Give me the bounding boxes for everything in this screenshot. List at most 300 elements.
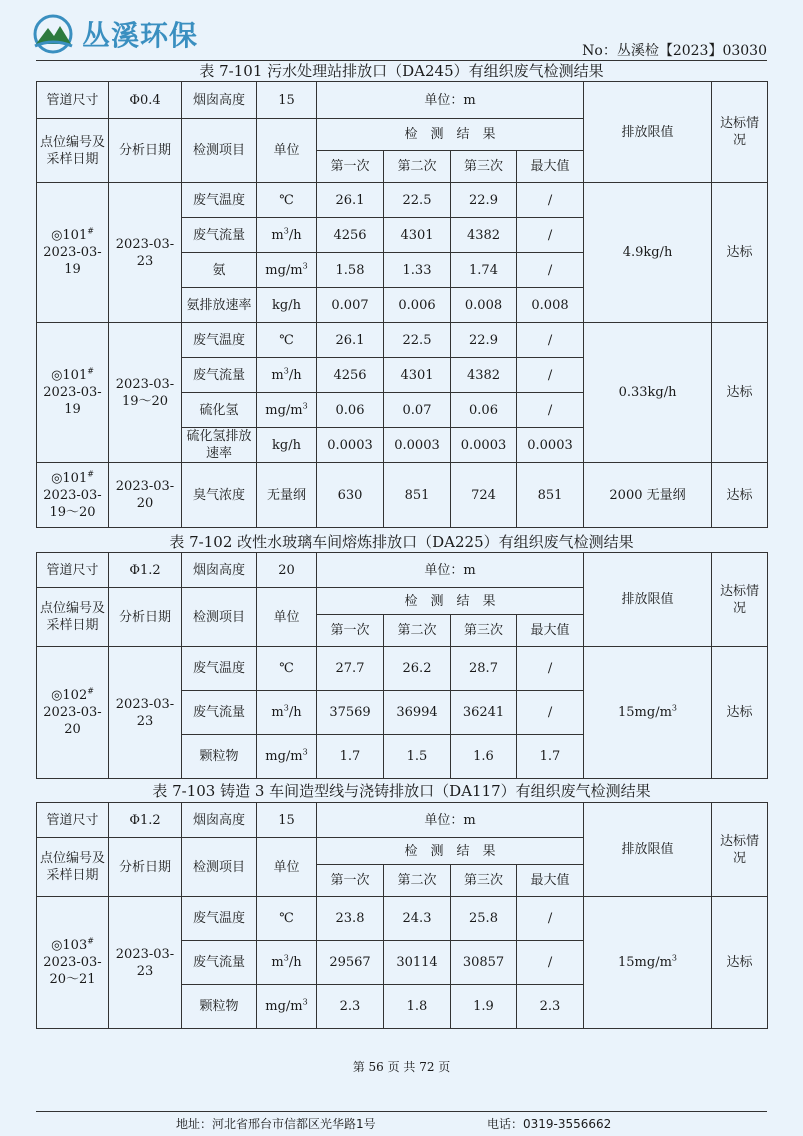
- max-value: [517, 941, 584, 985]
- max-value-text: 0.0003: [527, 437, 573, 453]
- item-cell-text: 废气温度: [192, 911, 245, 926]
- sampling-point-id-superscript: #: [87, 469, 94, 479]
- unit-cell-text: m: [271, 227, 284, 243]
- item-cell-text: 废气流量: [192, 705, 245, 720]
- sampling-date: 2023-03-19: [43, 245, 102, 277]
- unit-cell: [257, 941, 317, 985]
- second-value: [384, 393, 451, 428]
- first-value: [317, 428, 384, 463]
- unit-cell: [257, 218, 317, 253]
- item-cell: [182, 941, 257, 985]
- sampling-point-id: ◎101: [51, 470, 88, 486]
- max-value: [517, 428, 584, 463]
- unit-label-text: 单位：m: [424, 92, 476, 108]
- table-row: [37, 897, 768, 941]
- stack-height-value-text: 15: [278, 812, 295, 828]
- status-cell: [712, 897, 768, 1029]
- result-table: [36, 81, 768, 528]
- analysis-date-header: [109, 119, 182, 183]
- third-value: [451, 691, 517, 735]
- third-value-text: 1.74: [469, 262, 498, 278]
- sampling-point-cell: [37, 647, 109, 779]
- third-value: [451, 428, 517, 463]
- item-header: [182, 119, 257, 183]
- item-cell: [182, 288, 257, 323]
- second-value-text: 36994: [396, 705, 438, 720]
- limit-cell-text: 4.9kg/h: [622, 245, 673, 260]
- max-value: [517, 253, 584, 288]
- max-value: [517, 218, 584, 253]
- footer-phone: 电话：0319-3556662: [487, 1117, 612, 1131]
- first-value-text: 0.06: [335, 402, 365, 418]
- sampling-point-cell: [37, 323, 109, 463]
- first-header-text: 第一次: [330, 873, 370, 888]
- first-value: [317, 941, 384, 985]
- second-value: [384, 358, 451, 393]
- first-value-text: 630: [337, 487, 363, 503]
- sampling-point-cell: [37, 183, 109, 323]
- status-cell-text: 达标: [726, 955, 753, 970]
- item-cell: [182, 985, 257, 1029]
- stack-height-label-text: 烟囱高度: [192, 562, 245, 578]
- first-value-text: 26.1: [335, 332, 365, 348]
- table-row: [37, 183, 768, 218]
- page-header: [0, 0, 803, 62]
- sampling-point-id: ◎102: [51, 688, 88, 703]
- first-value: [317, 288, 384, 323]
- item-cell-text: 废气流量: [192, 367, 245, 383]
- analysis-date-header-text: 分析日期: [118, 143, 171, 158]
- third-value: [451, 393, 517, 428]
- second-header: [384, 865, 451, 897]
- stack-height-value-text: 20: [278, 562, 295, 578]
- pipe-size-label: [37, 553, 109, 588]
- unit-cell-text: 无量纲: [266, 487, 306, 503]
- item-header-text: 检测项目: [192, 143, 245, 158]
- analysis-date-cell: [109, 897, 182, 1029]
- item-cell: [182, 323, 257, 358]
- stack-height-label: [182, 803, 257, 838]
- item-header-text: 检测项目: [192, 859, 245, 875]
- item-cell: [182, 393, 257, 428]
- result-table: [36, 552, 768, 779]
- item-cell: [182, 218, 257, 253]
- stack-height-value: [257, 553, 317, 588]
- unit-cell: [257, 897, 317, 941]
- status-header: [712, 553, 768, 647]
- second-header-text: 第二次: [397, 159, 437, 174]
- second-value-text: 0.0003: [394, 437, 440, 453]
- stack-height-label: [182, 82, 257, 119]
- unit-cell-text: kg/h: [272, 297, 301, 313]
- unit-header: [257, 119, 317, 183]
- max-value: [517, 288, 584, 323]
- third-value-text: 0.008: [464, 297, 503, 313]
- third-value-text: 4382: [466, 227, 501, 243]
- status-header: [712, 82, 768, 183]
- first-value: [317, 183, 384, 218]
- sampling-point-id-superscript: #: [87, 686, 94, 696]
- first-header: [317, 615, 384, 647]
- pipe-size-label-text: 管道尺寸: [46, 562, 99, 578]
- unit-cell: [257, 691, 317, 735]
- limit-cell: [584, 897, 712, 1029]
- item-cell-text: 废气温度: [192, 192, 245, 208]
- unit-cell-text: ℃: [279, 332, 294, 348]
- sampling-point-id-superscript: #: [87, 366, 94, 376]
- sampling-date: 2023-03-19: [43, 385, 102, 417]
- max-value: [517, 183, 584, 218]
- unit-cell-superscript: 3: [302, 747, 308, 757]
- status-header-text: 达标情况: [720, 583, 760, 616]
- results-header: [317, 588, 584, 615]
- max-value-text: 1.7: [539, 749, 561, 764]
- point-header: [37, 838, 109, 897]
- analysis-date-cell-text: 2023-03-23: [115, 236, 175, 269]
- first-value-text: 26.1: [335, 192, 365, 208]
- third-value: [451, 183, 517, 218]
- third-value-text: 30857: [462, 955, 505, 970]
- first-header: [317, 865, 384, 897]
- third-header: [451, 615, 517, 647]
- first-value-text: 37569: [329, 705, 371, 720]
- first-value: [317, 323, 384, 358]
- first-value: [317, 358, 384, 393]
- third-value: [451, 647, 517, 691]
- header-row-1: [37, 803, 768, 838]
- second-header-text: 第二次: [397, 873, 437, 888]
- first-value: [317, 985, 384, 1029]
- limit-cell-text: 15mg/m: [618, 705, 672, 720]
- third-value: [451, 288, 517, 323]
- first-header-text: 第一次: [330, 159, 370, 174]
- unit-header: [257, 588, 317, 647]
- pipe-size-label: [37, 82, 109, 119]
- unit-cell-text: ℃: [279, 661, 294, 676]
- third-value-text: 22.9: [469, 192, 498, 208]
- second-value-text: 26.2: [402, 661, 432, 676]
- status-cell: [712, 323, 768, 463]
- second-value-text: 4301: [400, 227, 434, 243]
- second-value-text: 24.3: [402, 911, 432, 926]
- unit-cell: [257, 253, 317, 288]
- analysis-date-header-text: 分析日期: [118, 859, 171, 875]
- logo-text: 丛溪环保: [82, 19, 199, 52]
- second-value: [384, 183, 451, 218]
- analysis-date-cell-text: 2023-03-23: [115, 696, 175, 729]
- unit-cell-suffix: /h: [288, 705, 302, 720]
- item-cell-text: 颗粒物: [199, 749, 239, 764]
- sampling-point-id-superscript: #: [87, 226, 94, 236]
- unit-cell-superscript: 3: [283, 703, 289, 713]
- item-cell-text: 废气流量: [192, 955, 245, 970]
- status-header-text: 达标情况: [720, 833, 760, 866]
- third-value: [451, 735, 517, 779]
- unit-cell-superscript: 3: [283, 953, 289, 963]
- table-row: [37, 647, 768, 691]
- unit-cell: [257, 183, 317, 218]
- limit-cell-text: 2000 无量纲: [609, 487, 686, 503]
- unit-cell-text: mg/m: [265, 749, 303, 764]
- third-value-text: 0.0003: [460, 437, 507, 453]
- second-value-text: 1.33: [402, 262, 432, 278]
- second-value: [384, 897, 451, 941]
- item-header-text: 检测项目: [192, 609, 245, 625]
- unit-cell-superscript: 3: [302, 401, 308, 411]
- second-value-text: 0.07: [402, 402, 432, 418]
- status-cell-text: 达标: [726, 705, 753, 720]
- unit-cell-text: m: [271, 367, 284, 383]
- header-row-1: [37, 553, 768, 588]
- pipe-size-value-text: Φ0.4: [129, 92, 161, 108]
- third-header-text: 第三次: [463, 873, 503, 888]
- max-value-text: /: [547, 262, 553, 278]
- max-value-text: /: [547, 661, 553, 676]
- first-value-text: 29567: [329, 955, 371, 970]
- limit-cell-text: 0.33kg/h: [618, 385, 677, 400]
- second-value-text: 22.5: [402, 332, 432, 348]
- second-value-text: 1.8: [406, 999, 428, 1014]
- second-value-text: 22.5: [402, 192, 432, 208]
- item-cell-text: 废气温度: [192, 661, 245, 676]
- max-header: [517, 865, 584, 897]
- unit-cell-text: mg/m: [265, 262, 303, 278]
- max-value-text: 2.3: [539, 999, 561, 1014]
- max-value: [517, 358, 584, 393]
- status-cell: [712, 183, 768, 323]
- results-header: [317, 119, 584, 151]
- status-header-text: 达标情况: [720, 116, 760, 148]
- max-value: [517, 647, 584, 691]
- table-title: 表 7-103 铸造 3 车间造型线与浇铸排放口（DA117）有组织废气检测结果: [152, 782, 651, 800]
- second-value: [384, 288, 451, 323]
- limit-header: [584, 553, 712, 647]
- max-value-text: /: [547, 192, 553, 208]
- sampling-date: 2023-03-20～21: [43, 955, 102, 987]
- unit-cell-text: mg/m: [265, 402, 303, 418]
- unit-header-text: 单位: [273, 609, 300, 625]
- third-value-text: 22.9: [469, 332, 498, 348]
- stack-height-label-text: 烟囱高度: [192, 812, 245, 828]
- limit-cell: [584, 183, 712, 323]
- analysis-date-header: [109, 588, 182, 647]
- status-header: [712, 803, 768, 897]
- sampling-point-id: ◎103: [51, 938, 88, 953]
- limit-cell: [584, 323, 712, 463]
- first-value-text: 2.3: [339, 999, 361, 1014]
- page-number: 第 56 页 共 72 页: [352, 1060, 451, 1074]
- company-logo: [30, 14, 198, 54]
- third-value-text: 4382: [466, 367, 501, 383]
- first-header: [317, 151, 384, 183]
- third-value-text: 28.7: [469, 661, 498, 676]
- unit-cell-suffix: /h: [288, 227, 302, 243]
- pipe-size-value: [109, 553, 182, 588]
- first-value: [317, 897, 384, 941]
- unit-cell-text: m: [271, 955, 284, 970]
- max-value-text: /: [547, 911, 553, 926]
- sampling-date: 2023-03-19～20: [43, 487, 102, 520]
- third-value: [451, 358, 517, 393]
- unit-cell-text: ℃: [279, 192, 294, 208]
- max-value: [517, 735, 584, 779]
- second-value: [384, 428, 451, 463]
- max-value: [517, 985, 584, 1029]
- unit-header-text: 单位: [273, 859, 300, 875]
- first-value: [317, 218, 384, 253]
- max-value: [517, 897, 584, 941]
- results-header-text: 检 测 结 果: [404, 843, 496, 859]
- limit-header: [584, 803, 712, 897]
- limit-header: [584, 82, 712, 183]
- unit-cell-suffix: /h: [288, 955, 302, 970]
- second-value-text: 0.006: [398, 297, 436, 313]
- max-value-text: 851: [537, 487, 563, 503]
- unit-cell: [257, 288, 317, 323]
- unit-label: [317, 553, 584, 588]
- item-cell: [182, 183, 257, 218]
- third-value: [451, 323, 517, 358]
- results-header-text: 检 测 结 果: [404, 127, 496, 142]
- pipe-size-value: [109, 82, 182, 119]
- item-cell-text: 颗粒物: [199, 999, 239, 1014]
- results-header: [317, 838, 584, 865]
- item-cell-text: 氨: [212, 262, 226, 278]
- second-value-text: 30114: [396, 955, 438, 970]
- unit-cell: [257, 985, 317, 1029]
- second-header: [384, 151, 451, 183]
- analysis-date-header: [109, 838, 182, 897]
- first-value: [317, 253, 384, 288]
- unit-cell-superscript: 3: [283, 366, 289, 376]
- first-value-text: 0.0003: [327, 437, 373, 453]
- second-value: [384, 647, 451, 691]
- header-row-1: [37, 82, 768, 119]
- unit-cell: [257, 463, 317, 528]
- item-header: [182, 838, 257, 897]
- item-cell-text: 硫化氢排放速率: [186, 429, 252, 461]
- second-value: [384, 218, 451, 253]
- max-header: [517, 615, 584, 647]
- first-value: [317, 735, 384, 779]
- max-value-text: /: [547, 705, 553, 720]
- second-value-text: 1.5: [406, 749, 428, 764]
- item-cell: [182, 358, 257, 393]
- point-header: [37, 588, 109, 647]
- limit-cell-text: 15mg/m: [618, 955, 672, 970]
- unit-label-text: 单位：m: [424, 812, 476, 828]
- stack-height-label-text: 烟囱高度: [192, 92, 245, 108]
- unit-cell: [257, 323, 317, 358]
- table-row: [37, 323, 768, 358]
- second-header: [384, 615, 451, 647]
- sampling-point-id: ◎101: [51, 228, 88, 243]
- unit-header: [257, 838, 317, 897]
- third-value-text: 25.8: [469, 911, 498, 926]
- analysis-date-header-text: 分析日期: [118, 609, 171, 625]
- table-row: [37, 463, 768, 528]
- sampling-point-cell: [37, 897, 109, 1029]
- unit-cell: [257, 735, 317, 779]
- item-cell: [182, 253, 257, 288]
- unit-cell: [257, 358, 317, 393]
- pipe-size-label-text: 管道尺寸: [46, 92, 99, 108]
- unit-cell-superscript: 3: [302, 261, 308, 271]
- first-value: [317, 393, 384, 428]
- pipe-size-value-text: Φ1.2: [129, 562, 161, 578]
- unit-cell-text: ℃: [279, 911, 294, 926]
- sampling-date: 2023-03-20: [43, 705, 102, 737]
- status-cell: [712, 647, 768, 779]
- unit-cell-text: mg/m: [265, 999, 303, 1014]
- analysis-date-cell: [109, 463, 182, 528]
- first-value-text: 23.8: [335, 911, 365, 926]
- max-value-text: /: [547, 227, 553, 243]
- third-value: [451, 463, 517, 528]
- second-value-text: 4301: [400, 367, 434, 383]
- item-cell-text: 臭气浓度: [192, 487, 245, 503]
- limit-cell-superscript: 3: [671, 953, 678, 963]
- unit-cell-superscript: 3: [302, 997, 308, 1007]
- results-header-text: 检 测 结 果: [404, 593, 496, 609]
- max-value-text: /: [547, 402, 553, 418]
- mountain-logo-icon: [30, 14, 76, 54]
- table-title: 表 7-101 污水处理站排放口（DA245）有组织废气检测结果: [199, 62, 604, 80]
- item-cell-text: 氨排放速率: [186, 297, 252, 313]
- unit-cell: [257, 428, 317, 463]
- first-value-text: 4256: [333, 227, 367, 243]
- item-cell: [182, 647, 257, 691]
- third-header-text: 第三次: [463, 623, 503, 638]
- pipe-size-label-text: 管道尺寸: [46, 812, 99, 828]
- unit-cell: [257, 393, 317, 428]
- stack-height-label: [182, 553, 257, 588]
- third-header: [451, 865, 517, 897]
- third-value: [451, 218, 517, 253]
- max-value: [517, 323, 584, 358]
- table-title: 表 7-102 改性水玻璃车间熔炼排放口（DA225）有组织废气检测结果: [169, 533, 634, 551]
- item-header: [182, 588, 257, 647]
- max-header: [517, 151, 584, 183]
- analysis-date-cell-text: 2023-03-19～20: [115, 376, 175, 409]
- item-cell: [182, 897, 257, 941]
- max-header-text: 最大值: [530, 159, 570, 174]
- limit-cell: [584, 463, 712, 528]
- third-value-text: 1.9: [473, 999, 494, 1014]
- status-cell-text: 达标: [726, 385, 753, 400]
- sampling-point-id-superscript: #: [87, 936, 94, 946]
- limit-header-text: 排放限值: [621, 592, 674, 607]
- second-value: [384, 735, 451, 779]
- result-table: [36, 802, 768, 1029]
- pipe-size-value: [109, 803, 182, 838]
- sampling-point-id: ◎101: [51, 368, 88, 383]
- third-value-text: 36241: [462, 705, 505, 720]
- first-value: [317, 463, 384, 528]
- item-cell-text: 废气流量: [192, 227, 245, 243]
- analysis-date-cell: [109, 647, 182, 779]
- limit-cell: [584, 647, 712, 779]
- item-cell-text: 硫化氢: [199, 402, 239, 418]
- unit-cell-superscript: 3: [283, 226, 289, 236]
- max-value-text: 0.008: [531, 297, 569, 313]
- unit-cell-text: m: [271, 705, 284, 720]
- status-cell-text: 达标: [726, 245, 753, 260]
- limit-cell-superscript: 3: [671, 703, 678, 713]
- second-value: [384, 323, 451, 358]
- third-value: [451, 253, 517, 288]
- third-value-text: 724: [471, 487, 496, 503]
